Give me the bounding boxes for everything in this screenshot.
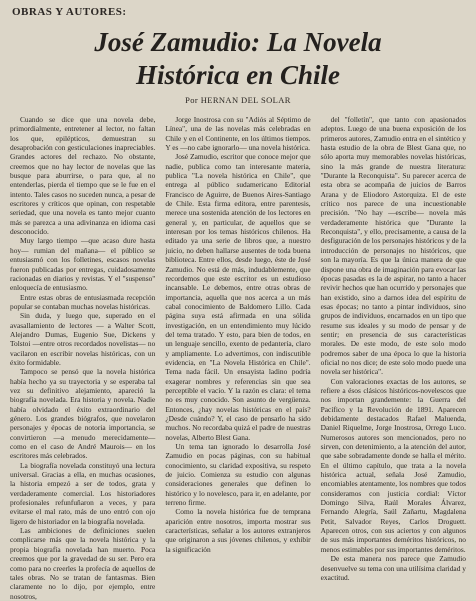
paragraph: Sin duda, y luego que, superado en el avasallamiento de lectores — a Walter Scott, Alejandro Dumas, Eugenio Sue, Dickens y Tolstoi —entre otros recordados novelistas— no vacilaron en escribir novelas históricas, con un éxito formidable.	[10, 311, 156, 367]
column-3	[321, 115, 466, 583]
paragraph: Muy largo tiempo —que acaso dure hasta hoy— rumian del mañana— el público se entusiasmó con los folletines, escasos novelas fueron publicadas por entregas, cuidadosamente racionadas en diarios y revistas. Y el "suspenso" enloquecía de entusiasmo.	[10, 236, 156, 293]
title-line-2: Histórica en Chile	[135, 60, 341, 90]
paragraph: Cuando se dice que una novela debe, primordialmente, entretener al lector, no faltan los que, epilépticos, demuestran su desaprobación con gesticulaciones inapreciables. Grandes actores del rechazo. No obstante, creemos que no hay lector de novelas que las busque para aburrirse, o para que, al no entenderlas, pierda el tiempo que se le fue en el intento. Tales casos no suceden nunca, a pesar de escritores y críticos que opinan, con respetable seriedad, que una novela es tanto mejor cuanto más se parezca a una adivinanza en idioma casi desconocido.	[10, 115, 156, 237]
paragraph: Entre estas obras de entusiasmada recepción popular se contaban muchas novelas históricas.	[10, 292, 156, 311]
article-columns	[10, 115, 466, 601]
byline: Por HERNAN DEL SOLAR	[185, 95, 291, 105]
paragraph: Con valoraciones exactas de los autores, se refiere a ésos clásicos históricos-novelescos que nos importan grandemente: la Guerra del Pacífico y la Revolución de 1891. Aparecen debidamente destacados Rafael Maluenda, Daniel Riquelme, Jorge Inostrosa, Orrego Luco. Numerosos autores son mencionados, pero no sirven, con detenimiento, a la atención del autor, que sabe sobradamente donde se halla el mérito. En el último capítulo, que trata a la novela histórica actual, señala José Zamudio, encomiables atentamente, los nombres que todos consideramos con justicia cordial: Víctor Domingo Silva, Raúl Morales Álvarez, Fernando Alegría, Saúl Zañartu, Magdalena Petit, Salvador Reyes, Carlos Droguett. Aparecen otros, con sus aciertos y con algunos de sus más importantes deméritos históricos, no menos estimables por sus importantes deméritos.	[320, 376, 466, 554]
paragraph: Como la novela histórica fue de temprana aparición entre nosotros, importa mostrar sus características, señalar a los autores extranjeros que originaron a sus jóvenes chilenos, y exhibir la significación	[165, 507, 311, 554]
paragraph: Tampoco se pensó que la novela histórica había hecho ya su trayectoria y se esperaba tal vez su definitivo alejamiento, apareció la biografía novelada. Era historia y novela. Nadie había olvidado el éxito extraordinario del género. Los grandes biógrafos, que novelaron personajes y épocas de notoria importancia, se convirtieron —a menudo merecidamente— como en el caso de André Maurois— en los escritores más celebrados.	[10, 367, 156, 461]
section-heading: OBRAS Y AUTORES:	[12, 6, 127, 18]
paragraph: Un tema tan ignorado lo desarrolla José Zamudio en pocas páginas, con su habitual conocimiento, su claridad expositiva, su respeto de juicio. Comienza su estudio con algunas consideraciones generales que definen lo histórico y lo novelesco, para ir, en adelante, por terreno firme.	[165, 442, 311, 508]
title-line-1: José Zamudio: La Novela	[94, 27, 382, 57]
column-2	[165, 115, 310, 583]
paragraph: Las ambiciones de definiciones suelen complicarse más que la novela histórica y la propia biografía novelada han muerto. Poca creemos que por la gravedad de su ser. Pero era como para no creerles la profecía de aquellos de tales obras. No se tratan de fantasmas. Bien claramente no lo dijo, por ejemplo, entre nosotros,	[10, 526, 156, 601]
article-title	[10, 26, 466, 92]
column-1	[10, 115, 156, 601]
paragraph: Jorge Inostrosa con su "Adiós al Séptimo de Línea", una de las novelas más celebradas en Chile y en el Continente, en los últimos tiempos. Y es —no cabe ignorarlo— una novela histórica.	[165, 115, 311, 153]
paragraph: del "folletín", que tanto con apasionados adeptos. Luego de una buena exposición de los primeros autores, Zamudio entra en el sintético y hasta estudio de la obra de Blest Gana que, no sólo aporta muy memorables novelas históricas, sino la más grande de nuestra literatura: "Durante la Reconquista". Su parecer acerca de esta obra se acompaña de juicios de Barros Arana y de Eliodoro Astorquiza. El de este crítico nos parece de una incuestionable precisión. "No hay —escribe— novela más verdaderamente histórica que "Durante la Reconquista", y ello, precisamente, a causa de la desfiguración de los personajes históricos y de la introducción de personajes no históricos, que son la mayoría. Es que la única manera de que dispone una obra de imaginación para evocar las épocas pasadas es la de aspirar, no tanto a hacer revivir hechos que han ocurrido y personajes que han existido, sino a darnos idea del espíritu de esas épocas; no tanto a pintar individuos, sino grupos de individuos, encarnados en un tipo que resume sus ideales y su modo de pensar y de sentir; en presencia de sus características morales. De este modo, de este solo modo podremos saber de una época lo que la historia oficial no nos dice; de este solo modo puede una novela ser histórica".	[320, 115, 466, 377]
paragraph: De esta manera nos parece que Zamudio desenvuelve su tema con una utilísima claridad y exactitud.	[320, 554, 466, 582]
paragraph: José Zamudio, escritor que conoce mejor que nadie, publica como tan interesante materia, publica "La novela histórica en Chile", que entrega al público sudamericano Editorial Francisco de Aguirre, de Buenos Aires-Santiago de Chile. Esta firma editora, entre parentesis, merece una sostenida atención de los lectores en general y, en particular, de aquellos que se interesan por los temas históricos chilenos. Ha editado ya una serie de libros que, a nuestro juicio, no deben hallarse ausentes de toda buena biblioteca. Entre ellos, desde luego, éste de José Zamudio. No está de más, indudablemente, que recordemos que este escritor es un estudioso incansable. Le debemos, entre otras obras de importancia, aquella que nos acerca a un más cabal conocimiento de Baldomero Lillo. Cada página suya está afirmada en una sólida investigación, en un entendimiento muy lúcido del tema tratado. Y esto, para bien de todos, en un lenguaje sencillo, exento de pedantería, claro y ampliamente. Lo advertimos, con indiscutible evidencia, en "La Novela Histórica en Chile". Tema nada fácil. Un ensayista ladino podría exagerar nombres y referencias sin que sea perceptible el vacío. Y la razón es clara: el tema no es muy conocido. Son asunto de vergüenza. Entonces, ¿hay novelas históricas en el país? ¿Desde cuándo? Y, el caso de pensarlo ha sido muchos. No recordaba quizá el padre de nuestras novelas, Alberto Blest Gana.	[165, 152, 311, 442]
paragraph: La biografía novelada constituyó una lectura universal. Gracias a ella, en muchas ocasiones, la historia empezó a ser de todos, grata y verdaderamente comercial. Los historiadores profesionales refunfuñaron a veces, y para evitarse el mal rato, más de uno entró con ojo ligero de historiador en la biografía novelada.	[10, 460, 156, 526]
